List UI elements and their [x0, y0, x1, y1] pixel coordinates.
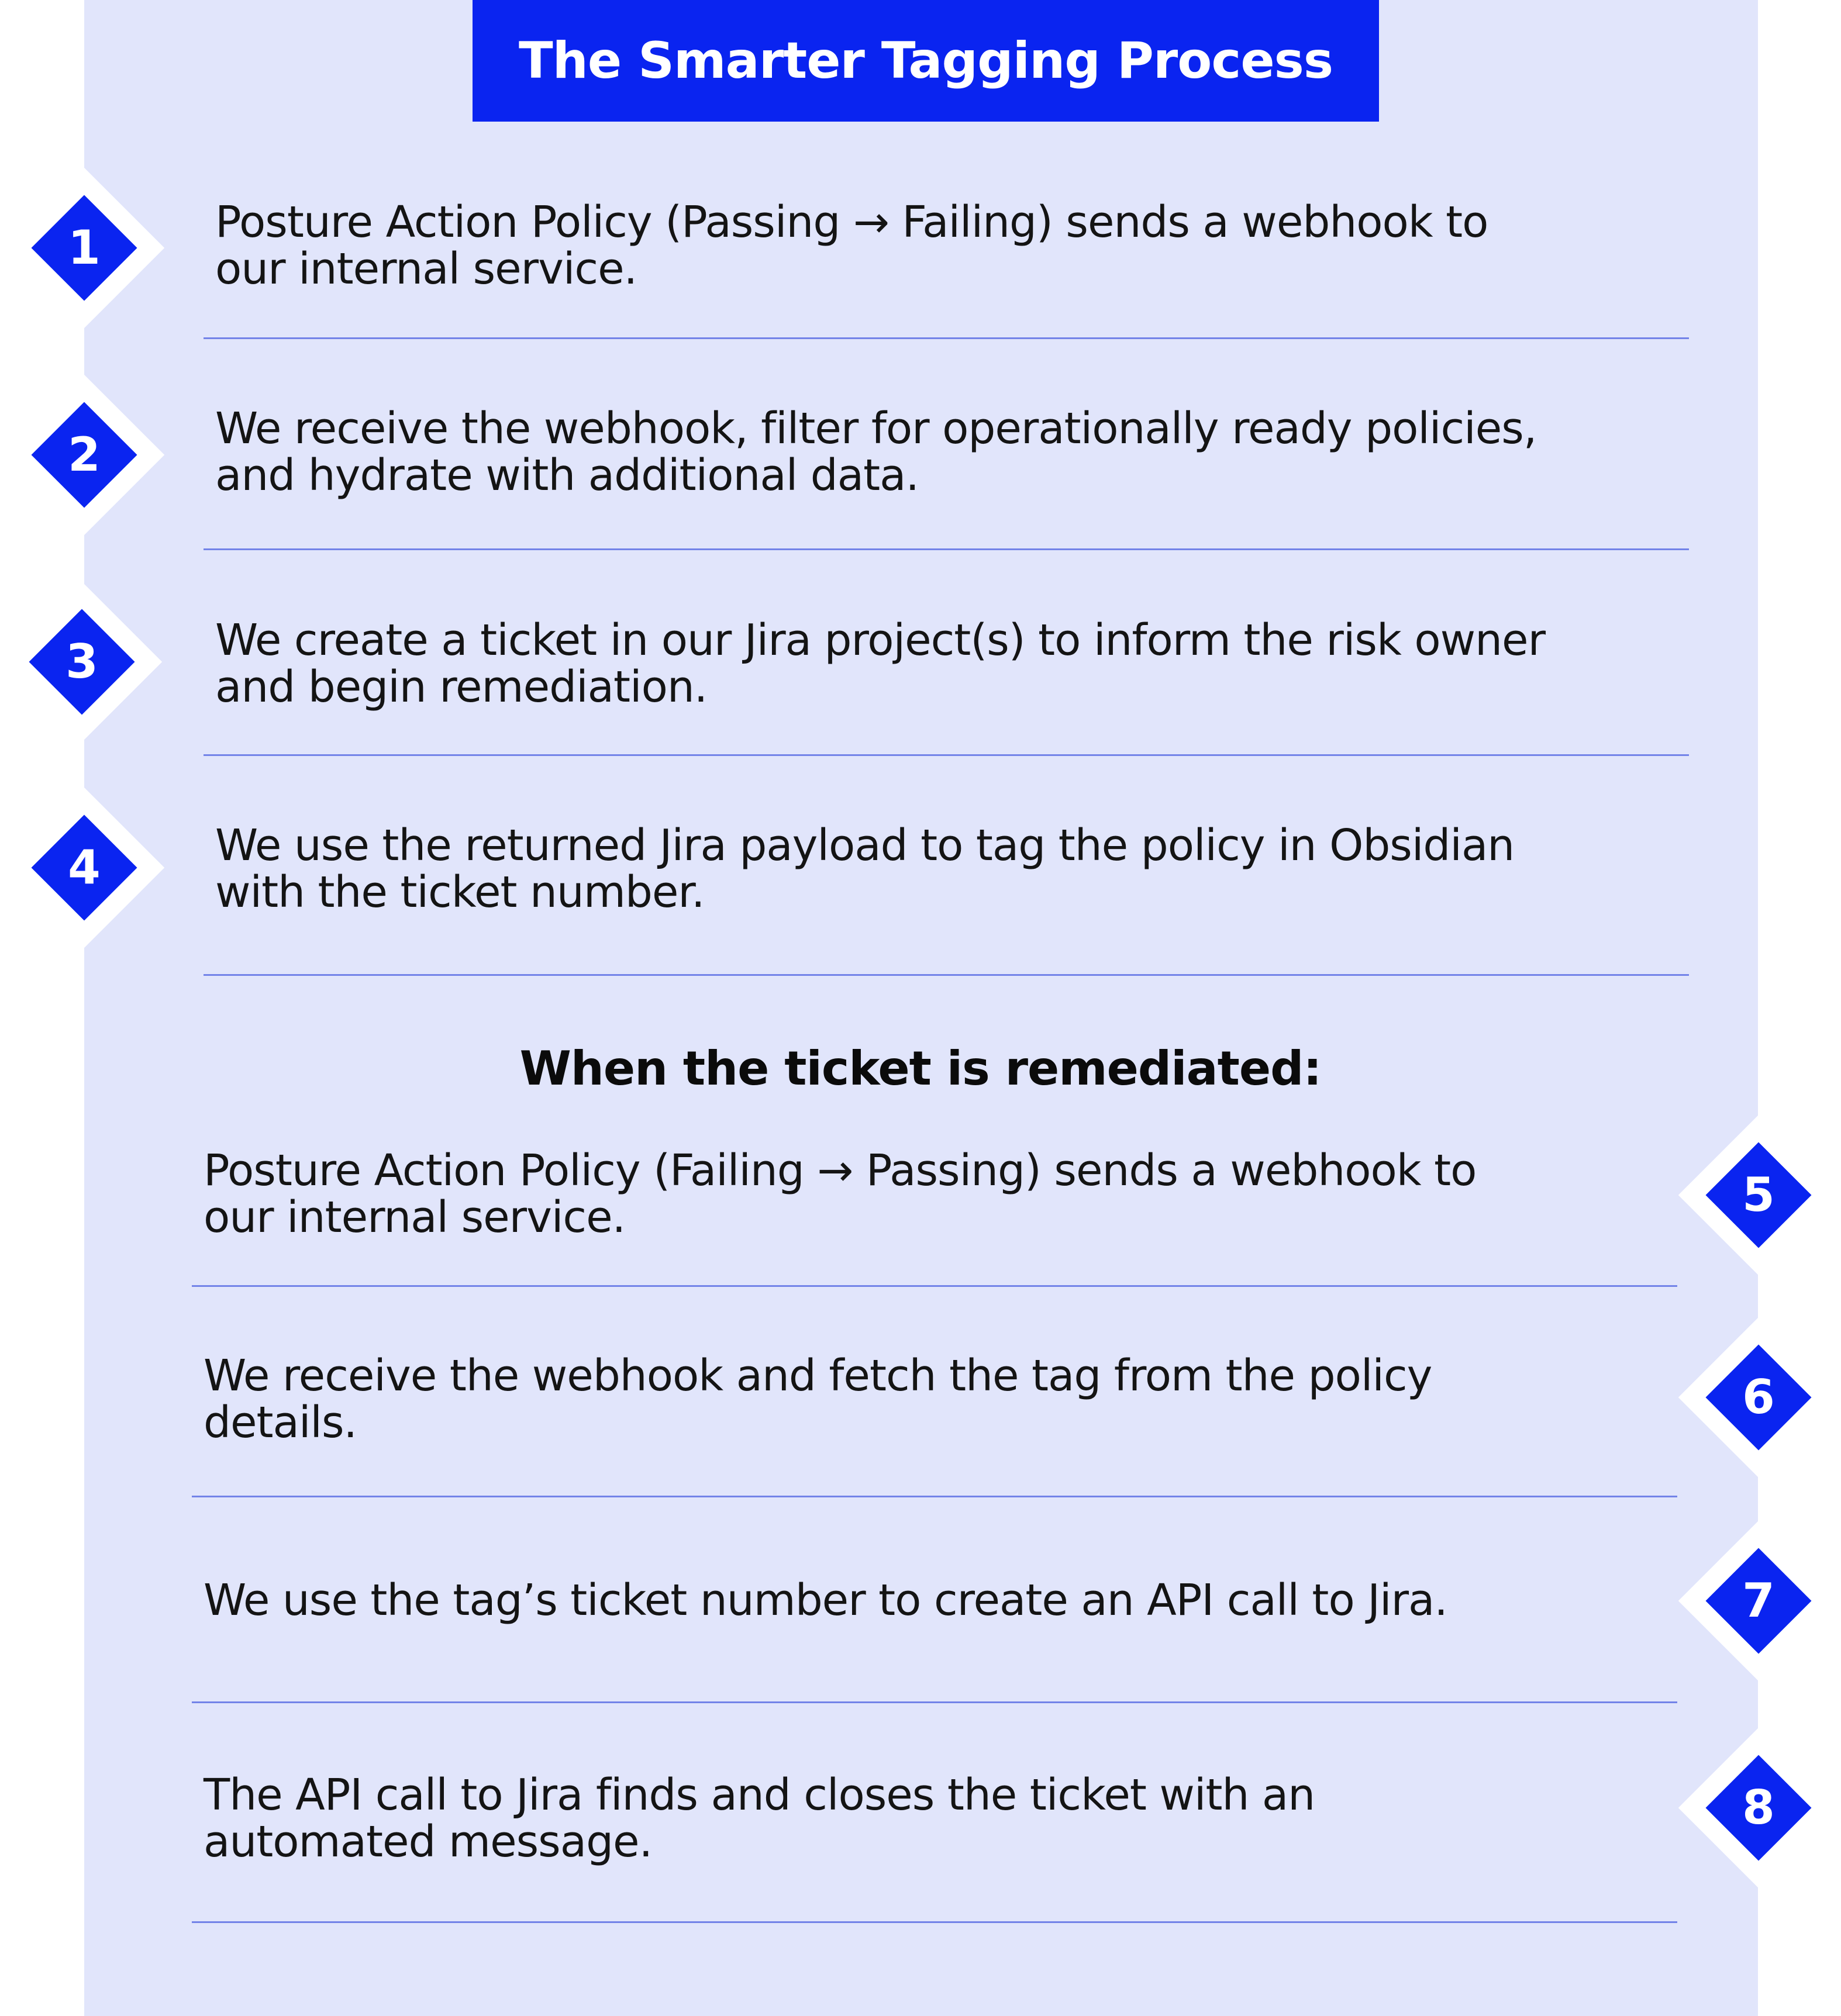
step-5-text: [204, 1147, 1476, 1241]
step-number: 4: [68, 840, 101, 895]
step-5-line-2: our internal service.: [204, 1192, 626, 1242]
step-8-line-1: The API call to Jira finds and closes the ticket with an: [204, 1770, 1315, 1820]
title-banner: [473, 0, 1379, 122]
divider-7: [192, 1701, 1677, 1703]
step-8-line-2: automated message.: [204, 1817, 653, 1867]
step-2-line-2: and hydrate with additional data.: [215, 450, 919, 500]
divider-6: [192, 1496, 1677, 1497]
step-7-line-1: We use the tag’s ticket number to create an API call to Jira.: [204, 1575, 1447, 1625]
step-6-line-2: details.: [204, 1397, 357, 1448]
divider-1: [204, 337, 1689, 339]
step-8-badge: [1677, 1726, 1840, 1890]
step-5-line-1: Posture Action Policy (Failing → Passing) sends a webhook to: [204, 1145, 1477, 1196]
step-1-line-1: Posture Action Policy (Passing → Failing) sends a webhook to: [215, 197, 1488, 247]
step-7-badge: [1677, 1519, 1840, 1683]
step-number: 5: [1742, 1168, 1775, 1222]
page-title: The Smarter Tagging Process: [518, 32, 1333, 90]
divider-4: [204, 974, 1689, 976]
step-1-text: [215, 199, 1488, 292]
step-3-line-1: We create a ticket in our Jira project(s) to inform the risk owner: [215, 615, 1545, 665]
step-8-text: [204, 1772, 1315, 1865]
step-3-text: [215, 617, 1545, 710]
step-3-line-2: and begin remediation.: [215, 662, 708, 712]
background-panel: [84, 0, 1758, 2016]
section-subheading: When the ticket is remediated:: [519, 1041, 1322, 1096]
step-number: 8: [1742, 1780, 1775, 1835]
step-5-badge: [1677, 1113, 1840, 1277]
step-2-line-1: We receive the webhook, filter for operationally ready policies,: [215, 403, 1537, 454]
step-number: 7: [1742, 1573, 1775, 1628]
step-number: 2: [68, 427, 101, 482]
step-1-badge: [2, 166, 166, 330]
step-4-text: [215, 822, 1514, 916]
step-4-line-1: We use the returned Jira payload to tag the policy in Obsidian: [215, 820, 1515, 871]
step-4-badge: [2, 786, 166, 950]
step-3-badge: [0, 580, 164, 744]
step-7-text: [204, 1577, 1447, 1624]
step-6-text: [204, 1352, 1432, 1446]
divider-2: [204, 548, 1689, 550]
step-6-line-1: We receive the webhook and fetch the tag from the policy: [204, 1351, 1432, 1401]
step-number: 1: [68, 220, 101, 275]
divider-8: [192, 1921, 1677, 1923]
divider-5: [192, 1285, 1677, 1287]
divider-3: [204, 754, 1689, 756]
step-number: 3: [65, 634, 98, 689]
step-2-text: [215, 405, 1536, 499]
step-number: 6: [1742, 1370, 1775, 1424]
step-2-badge: [2, 373, 166, 537]
step-4-line-2: with the ticket number.: [215, 867, 705, 917]
step-1-line-2: our internal service.: [215, 244, 637, 294]
step-6-badge: [1677, 1316, 1840, 1479]
